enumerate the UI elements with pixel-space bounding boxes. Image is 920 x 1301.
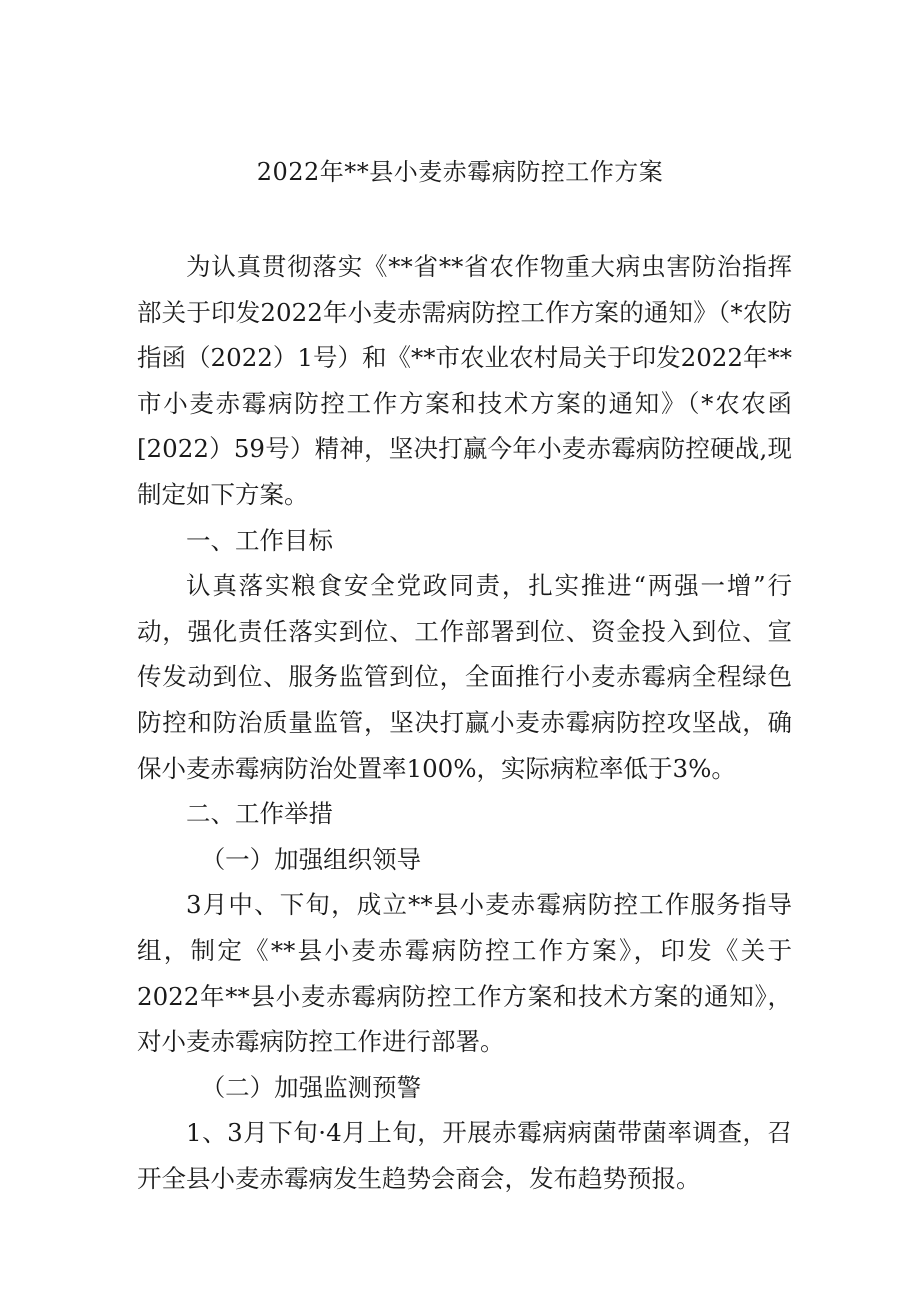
document-title: 2022年**县小麦赤霉病防控工作方案	[256, 158, 664, 186]
section-heading-goals: 一、工作目标	[186, 525, 333, 555]
paragraph-organization: 3月中、下旬，成立**县小麦赤霉病防控工作服务指导组，制定《**县小麦赤霉病防控工作方案》，印发《关于2022年**县小麦赤霉病防控工作方案和技术方案的通知》，对小麦赤霉病防控工作进行部署。	[137, 890, 792, 1057]
paragraph-goals: 认真落实粮食安全党政同责，扎实推进“两强一增”行动，强化责任落实到位、工作部署到位、资金投入到位、宣传发动到位、服务监管到位，全面推行小麦赤霉病全程绿色防控和防治质量监管，坚决打赢小麦赤霉病防控攻坚战，确保小麦赤霉病防治处置率100%，实际病粒率低于3%。	[137, 571, 792, 783]
paragraph-intro: 为认真贯彻落实《**省**省农作物重大病虫害防治指挥部关于印发2022年小麦赤需病防控工作方案的通知》（*农防指函（2022）1号）和《**市农业农村局关于印发2022年**市小麦赤霉病防控工作方案和技术方案的通知》（*农农函[2022）59号）精神，坚决打赢今年小麦赤霉病防控硬战,现制定如下方案。	[137, 252, 792, 509]
subsection-heading-organization: （一）加强组织领导	[200, 844, 422, 874]
subsection-heading-monitoring: （二）加强监测预警	[200, 1072, 422, 1102]
section-heading-measures: 二、工作举措	[186, 799, 333, 829]
paragraph-monitoring: 1、3月下旬·4月上旬，开展赤霉病病菌带菌率调查，召开全县小麦赤霉病发生趋势会商会，发布趋势预报。	[137, 1118, 792, 1193]
document-body	[137, 244, 792, 1201]
